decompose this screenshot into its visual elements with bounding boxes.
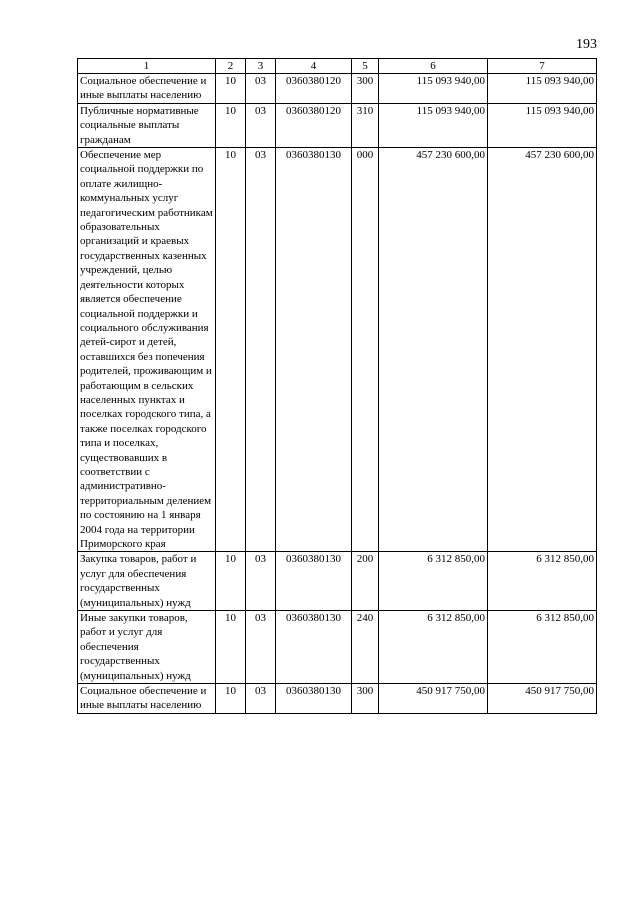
amount-column-7: 115 093 940,00	[488, 103, 597, 147]
row-name: Социальное обеспечение и иные выплаты населению	[78, 74, 216, 104]
column-header-3: 3	[246, 59, 276, 74]
amount-column-6: 6 312 850,00	[379, 611, 488, 684]
expense-type-code: 200	[352, 552, 379, 611]
column-header-7: 7	[488, 59, 597, 74]
target-code: 0360380130	[276, 611, 352, 684]
budget-table	[77, 58, 597, 714]
amount-column-7: 6 312 850,00	[488, 552, 597, 611]
row-name: Иные закупки товаров, работ и услуг для обеспечения государственных (муниципальных) нужд	[78, 611, 216, 684]
amount-column-7: 6 312 850,00	[488, 611, 597, 684]
row-name: Закупка товаров, работ и услуг для обеспечения государственных (муниципальных) нужд	[78, 552, 216, 611]
section-code: 10	[216, 103, 246, 147]
table-row	[78, 552, 597, 611]
section-code: 10	[216, 552, 246, 611]
amount-column-6: 450 917 750,00	[379, 684, 488, 714]
section-code: 10	[216, 684, 246, 714]
amount-column-6: 115 093 940,00	[379, 103, 488, 147]
subsection-code: 03	[246, 103, 276, 147]
column-header-1: 1	[78, 59, 216, 74]
section-code: 10	[216, 74, 246, 104]
page-number: 193	[576, 37, 597, 52]
amount-column-6: 6 312 850,00	[379, 552, 488, 611]
section-code: 10	[216, 611, 246, 684]
target-code: 0360380130	[276, 552, 352, 611]
amount-column-7: 450 917 750,00	[488, 684, 597, 714]
expense-type-code: 300	[352, 74, 379, 104]
row-name: Обеспечение мер социальной поддержки по оплате жилищно-коммунальных услуг педагогическим работникам образовательных организаций и краевых государственных казенных учреждений, целью деятельности которых является обеспечение социальной поддержки и социального обслуживания детей-сирот и детей, оставшихся без попечения родителей, проживающим и работающим в сельских населенных пунктах и поселках городского типа, а также поселках городского типа и поселках, существовавших в соответствии с административно-территориальным делением по состоянию на 1 января 2004 года на территории Приморского края	[78, 148, 216, 552]
row-name: Публичные нормативные социальные выплаты гражданам	[78, 103, 216, 147]
section-code: 10	[216, 148, 246, 552]
column-header-6: 6	[379, 59, 488, 74]
table-row	[78, 611, 597, 684]
expense-type-code: 000	[352, 148, 379, 552]
subsection-code: 03	[246, 611, 276, 684]
subsection-code: 03	[246, 552, 276, 611]
expense-type-code: 310	[352, 103, 379, 147]
target-code: 0360380120	[276, 74, 352, 104]
amount-column-6: 457 230 600,00	[379, 148, 488, 552]
row-name: Социальное обеспечение и иные выплаты населению	[78, 684, 216, 714]
column-header-4: 4	[276, 59, 352, 74]
target-code: 0360380130	[276, 148, 352, 552]
amount-column-7: 457 230 600,00	[488, 148, 597, 552]
table-row	[78, 684, 597, 714]
column-header-2: 2	[216, 59, 246, 74]
target-code: 0360380130	[276, 684, 352, 714]
amount-column-7: 115 093 940,00	[488, 74, 597, 104]
column-header-5: 5	[352, 59, 379, 74]
table-row	[78, 148, 597, 552]
table-row	[78, 103, 597, 147]
subsection-code: 03	[246, 148, 276, 552]
table-row	[78, 74, 597, 104]
expense-type-code: 300	[352, 684, 379, 714]
subsection-code: 03	[246, 74, 276, 104]
header-row	[78, 59, 597, 74]
target-code: 0360380120	[276, 103, 352, 147]
expense-type-code: 240	[352, 611, 379, 684]
amount-column-6: 115 093 940,00	[379, 74, 488, 104]
subsection-code: 03	[246, 684, 276, 714]
